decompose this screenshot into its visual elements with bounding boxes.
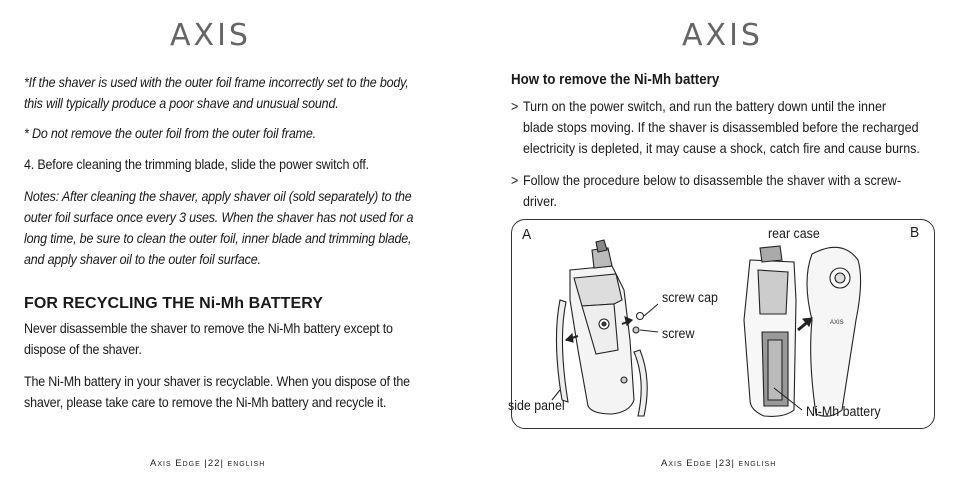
- text-line: The Ni-Mh battery in your shaver is recyclable. When you dispose of the: [24, 374, 410, 389]
- foil-frame-note: [24, 72, 456, 114]
- outer-foil-warning: * Do not remove the outer foil from the outer foil frame.: [24, 126, 316, 141]
- bullet-marker: >: [511, 99, 519, 114]
- figure-label-a: A: [522, 226, 532, 243]
- text-line: this will typically produce a poor shave and unusual sound.: [24, 96, 339, 111]
- side-panel-shape: [556, 300, 568, 402]
- battery-heading: How to remove the Ni-Mh battery: [511, 72, 720, 88]
- screw-label: screw: [662, 326, 695, 341]
- device-logo: AXIS: [830, 320, 844, 326]
- text-line: *If the shaver is used with the outer foil frame incorrectly set to the body,: [24, 75, 409, 90]
- brand-logo: AXIS: [170, 18, 251, 53]
- text-line: Follow the procedure below to disassemble the shaver with a screw-: [522, 173, 902, 188]
- recycle-paragraph-2: [24, 371, 456, 413]
- cleaning-notes: [24, 186, 456, 270]
- screw-cap-shape: [637, 313, 644, 320]
- battery-label: Ni-Mh battery: [806, 404, 881, 419]
- text-line: dispose of the shaver.: [24, 342, 142, 357]
- figure-label-b: B: [910, 224, 920, 241]
- text-line: Turn on the power switch, and run the battery down until the inner: [522, 99, 887, 114]
- screw-cap-label: screw cap: [662, 290, 718, 305]
- screw-shape: [633, 327, 639, 333]
- text-line: electricity is depleted, it may cause a shock, catch fire and cause burns.: [522, 141, 920, 156]
- page-footer: Axis Edge |23| english: [661, 458, 777, 469]
- recycle-paragraph-1: [24, 318, 456, 360]
- shaver-a-body: [570, 240, 634, 414]
- text-line: outer foil surface once every 3 uses. When the shaver has not used for a: [24, 210, 414, 225]
- text-line: long time, be sure to clean the outer foil, inner blade and trimming blade,: [24, 231, 412, 246]
- right-page: [477, 0, 954, 477]
- bullet-marker: >: [511, 173, 519, 188]
- rear-case-label: rear case: [768, 226, 820, 241]
- shaver-b-body: [744, 246, 796, 416]
- disassembly-figure: [508, 219, 935, 429]
- rear-case-shape: [807, 247, 861, 416]
- brand-logo: AXIS: [682, 18, 763, 53]
- text-line: shaver, please take care to remove the Ni-Mh battery and recycle it.: [24, 395, 387, 410]
- text-line: Notes: After cleaning the shaver, apply shaver oil (sold separately) to the: [24, 189, 412, 204]
- step-4: 4. Before cleaning the trimming blade, slide the power switch off.: [24, 157, 369, 172]
- text-line: Never disassemble the shaver to remove the Ni-Mh battery except to: [24, 321, 393, 336]
- recycle-heading: FOR RECYCLING THE Ni-Mh BATTERY: [24, 295, 324, 312]
- shaver-illustration: [512, 220, 936, 430]
- side-panel-label: side panel: [508, 398, 565, 413]
- text-line: and apply shaver oil to the outer foil surface.: [24, 252, 261, 267]
- text-line: blade stops moving. If the shaver is disassembled before the recharged: [522, 120, 919, 135]
- page-footer: Axis Edge |22| english: [150, 458, 266, 469]
- text-line: driver.: [522, 194, 558, 209]
